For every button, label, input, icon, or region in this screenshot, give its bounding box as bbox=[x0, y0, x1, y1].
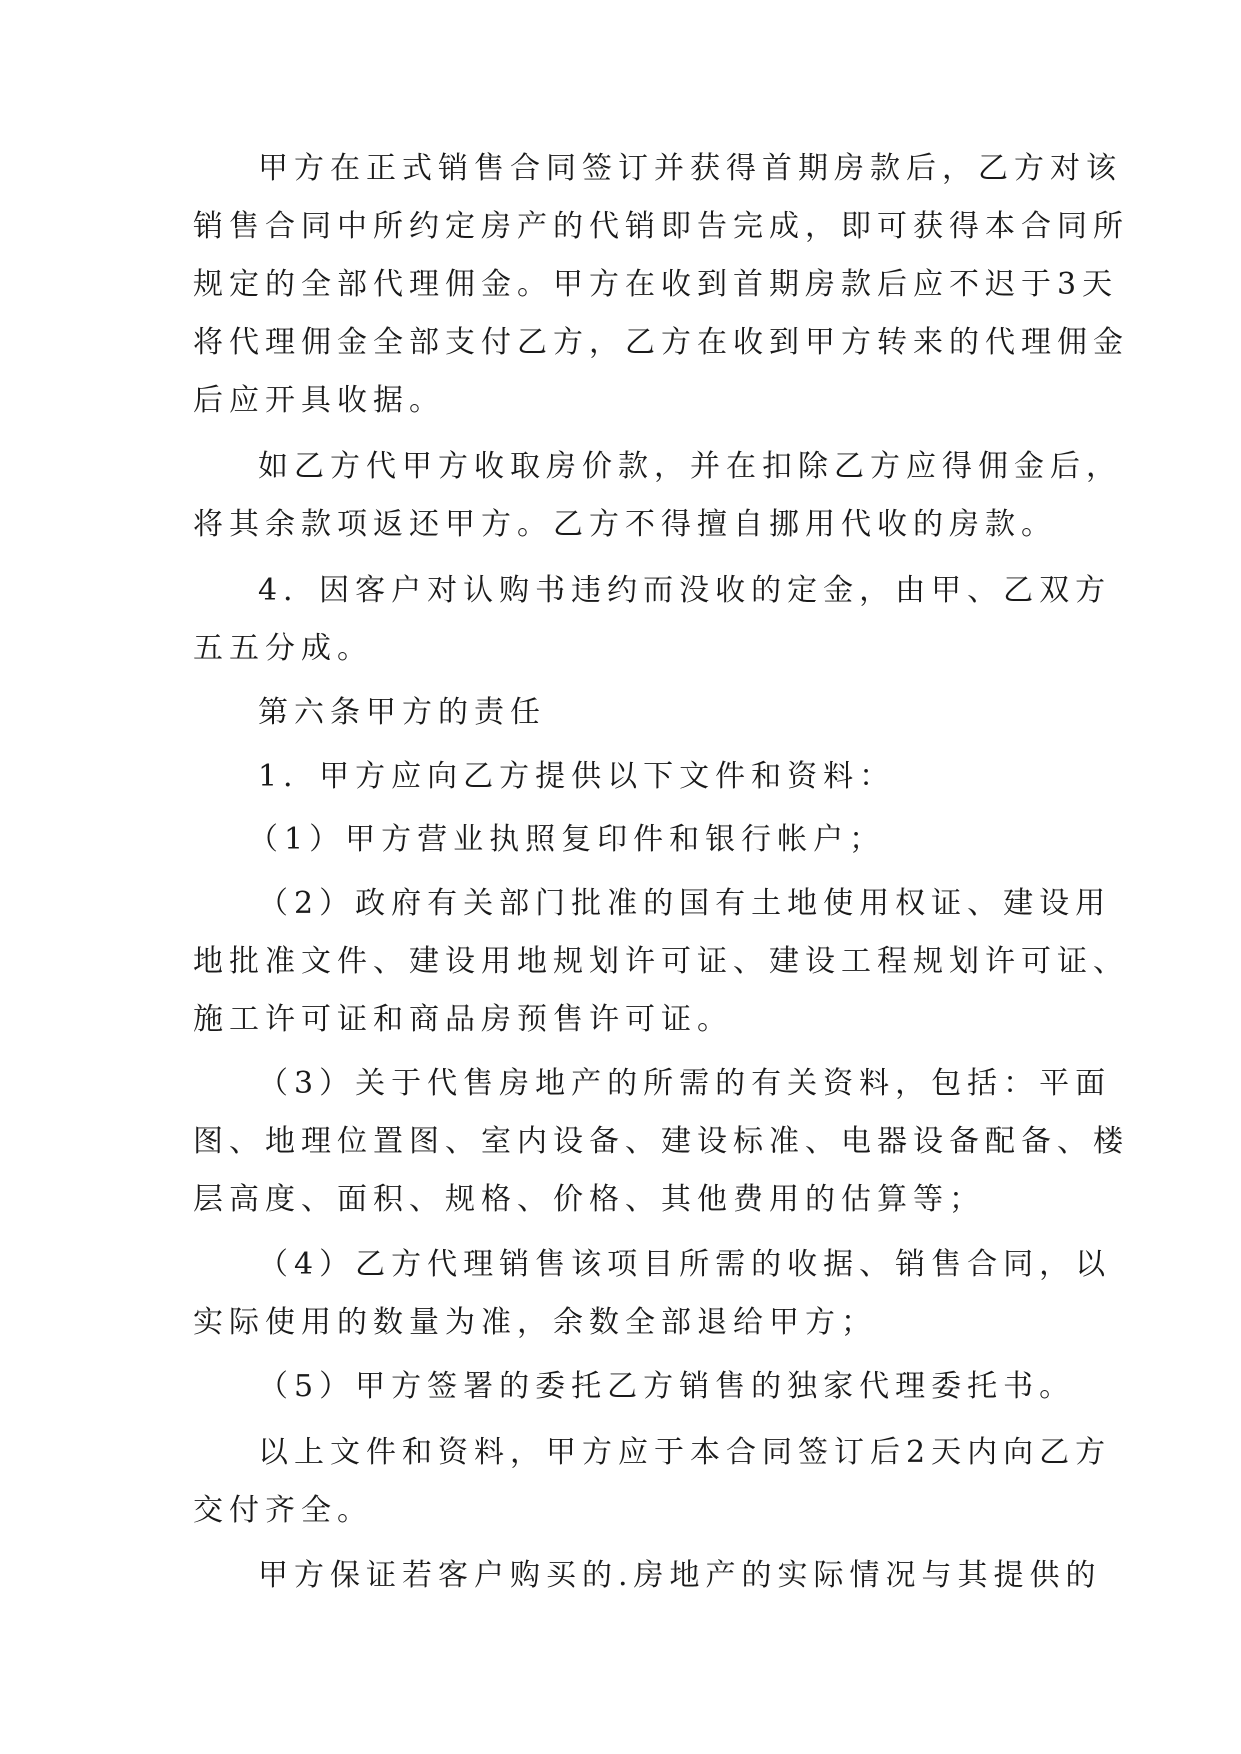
text-line-21: （5）甲方签署的委托乙方销售的独家代理委托书。 bbox=[258, 1369, 1076, 1404]
text-line-17: 图、地理位置图、室内设备、建设标准、电器设备配备、楼 bbox=[193, 1124, 1129, 1159]
text-line-6: 如乙方代甲方收取房价款，并在扣除乙方应得佣金后， bbox=[258, 449, 1122, 484]
text-line-13: （2）政府有关部门批准的国有土地使用权证、建设用 bbox=[258, 886, 1112, 921]
text-line-18: 层高度、面积、规格、价格、其他费用的估算等； bbox=[193, 1182, 985, 1217]
text-line-2: 销售合同中所约定房产的代销即告完成，即可获得本合同所 bbox=[193, 209, 1129, 244]
text-line-11: 1．甲方应向乙方提供以下文件和资料： bbox=[258, 759, 896, 794]
text-line-23: 交付齐全。 bbox=[193, 1493, 373, 1528]
section-heading: 第六条甲方的责任 bbox=[258, 695, 546, 730]
text-line-14: 地批准文件、建设用地规划许可证、建设工程规划许可证、 bbox=[193, 944, 1129, 979]
text-line-4: 将代理佣金全部支付乙方，乙方在收到甲方转来的代理佣金 bbox=[193, 325, 1129, 360]
text-line-22: 以上文件和资料，甲方应于本合同签订后2天内向乙方 bbox=[258, 1435, 1112, 1470]
text-line-1: 甲方在正式销售合同签订并获得首期房款后，乙方对该 bbox=[258, 151, 1122, 186]
text-line-19: （4）乙方代理销售该项目所需的收据、销售合同，以 bbox=[258, 1247, 1112, 1282]
text-line-12: （1）甲方营业执照复印件和银行帐户； bbox=[248, 822, 886, 857]
text-line-9: 五五分成。 bbox=[193, 631, 373, 666]
text-line-16: （3）关于代售房地产的所需的有关资料，包括：平面 bbox=[258, 1066, 1112, 1101]
text-line-20: 实际使用的数量为准，余数全部退给甲方； bbox=[193, 1305, 877, 1340]
text-line-15: 施工许可证和商品房预售许可证。 bbox=[193, 1002, 733, 1037]
text-line-8: 4．因客户对认购书违约而没收的定金，由甲、乙双方 bbox=[258, 573, 1112, 608]
text-line-3: 规定的全部代理佣金。甲方在收到首期房款后应不迟于3天 bbox=[193, 267, 1119, 302]
text-line-5: 后应开具收据。 bbox=[193, 383, 445, 418]
text-line-7: 将其余款项返还甲方。乙方不得擅自挪用代收的房款。 bbox=[193, 507, 1057, 542]
text-line-24: 甲方保证若客户购买的.房地产的实际情况与其提供的 bbox=[258, 1558, 1102, 1593]
